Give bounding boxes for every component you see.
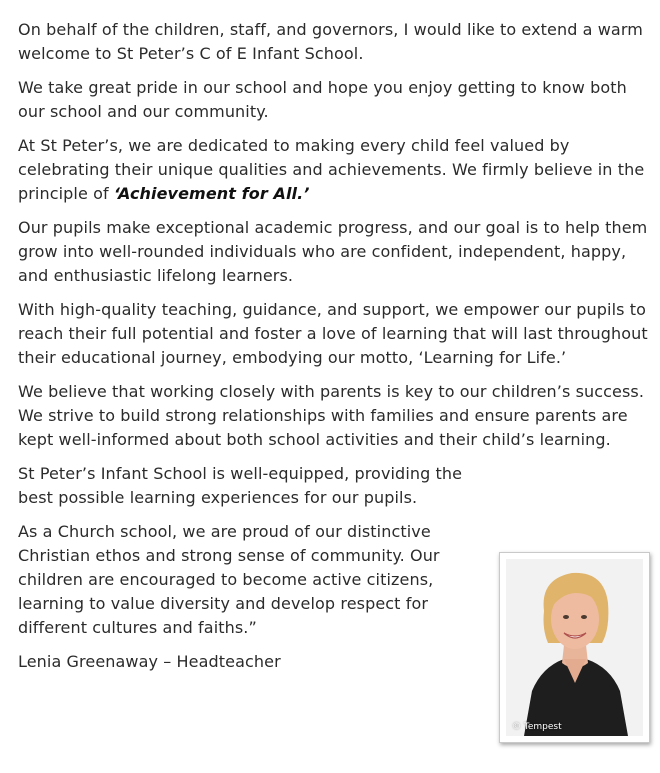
achievement-phrase: ‘Achievement for All.’ bbox=[113, 184, 310, 203]
welcome-paragraph-5: With high-quality teaching, guidance, and support, we empower our pupils to reach their full potential and foster a love of learning that will last throughout their educational journey, embodying our motto, ‘Learning for Life.’ bbox=[18, 300, 648, 367]
photo-watermark: © Tempest bbox=[512, 722, 562, 732]
welcome-paragraph-7: St Peter’s Infant School is well-equipped, providing the best possible learning experiences for our pupils. bbox=[18, 464, 463, 507]
headteacher-portrait-image bbox=[506, 559, 643, 736]
achievement-intro: At St Peter’s, we are dedicated to making every child feel valued by celebrating their unique qualities and achievements. We firmly believe in the principle of bbox=[18, 136, 645, 203]
welcome-paragraph-8: As a Church school, we are proud of our distinctive Christian ethos and strong sense of community. Our children are encouraged to become active citizens, learning to value diversity and develop respect for different cultures and faiths.” bbox=[18, 522, 440, 637]
welcome-paragraph-1: On behalf of the children, staff, and governors, I would like to extend a warm welcome to St Peter’s C of E Infant School. bbox=[18, 20, 643, 63]
welcome-paragraph-6: We believe that working closely with parents is key to our children’s success. We strive to build strong relationships with families and ensure parents are kept well-informed about both school activities and their child’s learning. bbox=[18, 382, 645, 449]
welcome-paragraph-4: Our pupils make exceptional academic progress, and our goal is to help them grow into well-rounded individuals who are confident, independent, happy, and enthusiastic lifelong learners. bbox=[18, 218, 648, 285]
headteacher-photo bbox=[499, 552, 650, 743]
welcome-paragraph-3 bbox=[18, 134, 648, 206]
welcome-paragraph-2: We take great pride in our school and hope you enjoy getting to know both our school and our community. bbox=[18, 78, 627, 121]
headteacher-signature: Lenia Greenaway – Headteacher bbox=[18, 652, 281, 671]
